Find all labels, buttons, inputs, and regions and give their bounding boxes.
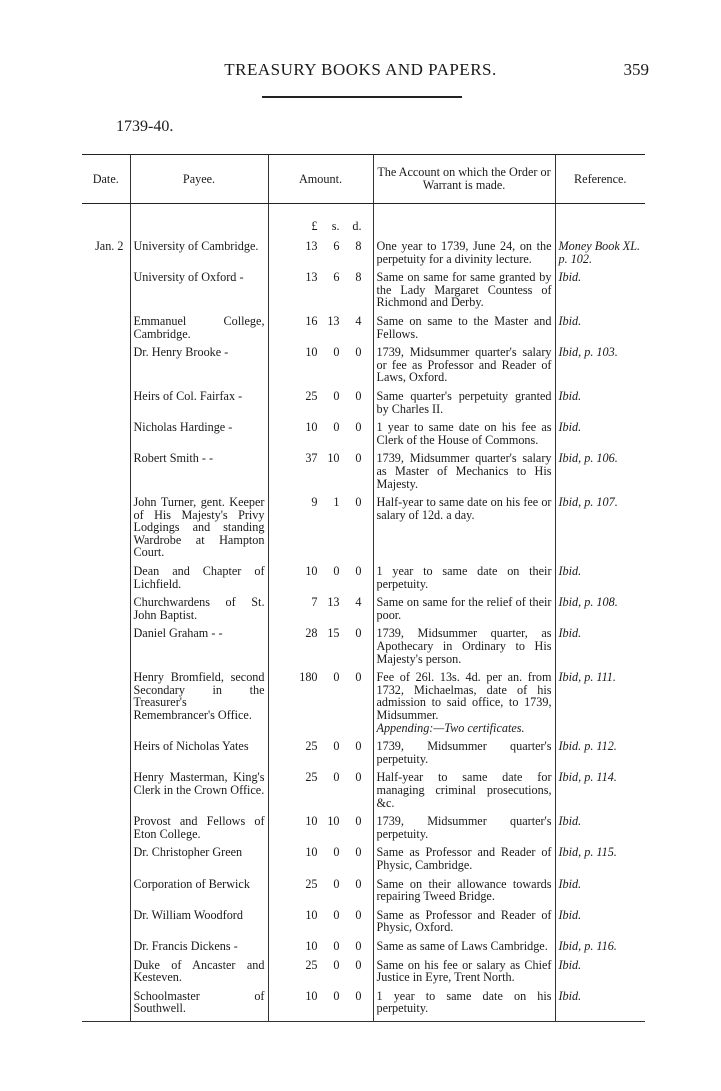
amount-pounds: 25 — [305, 770, 318, 785]
amount-shillings: 6 — [333, 270, 340, 285]
col-header-amount: Amount. — [268, 155, 373, 204]
amount-pence: 0 — [355, 739, 362, 754]
table-row — [82, 315, 645, 346]
account-text: Same as Professor and Reader of Physic, Cambridge. — [376, 845, 552, 872]
row-account — [373, 671, 555, 740]
row-reference: Ibid, p. 116. — [555, 940, 645, 959]
row-account — [373, 627, 555, 671]
account-text: 1 year to same date on his perpetuity. — [376, 988, 552, 1016]
amount-shillings: 0 — [333, 988, 340, 1003]
amount-pence: 0 — [355, 845, 362, 860]
row-reference: Ibid. — [555, 390, 645, 421]
amount-pounds: 10 — [305, 814, 318, 829]
units-row — [82, 204, 645, 241]
table-row — [82, 565, 645, 596]
payments-table-wrap — [82, 154, 645, 1022]
table-row — [82, 496, 645, 565]
row-reference: Ibid, p. 108. — [555, 596, 645, 627]
row-amount — [268, 452, 373, 496]
row-payee: Dr. Francis Dickens - — [130, 940, 268, 959]
amount-pence: 0 — [355, 345, 362, 360]
unit-pounds: £ — [311, 219, 318, 233]
table-row — [82, 909, 645, 940]
row-payee: Schoolmaster of Southwell. — [130, 990, 268, 1022]
payments-table — [82, 154, 645, 1022]
row-reference: Ibid. — [555, 909, 645, 940]
table-row — [82, 627, 645, 671]
row-date — [82, 346, 130, 390]
amount-shillings: 15 — [327, 626, 340, 641]
amount-shillings: 0 — [333, 670, 340, 685]
row-amount — [268, 740, 373, 771]
row-payee: John Turner, gent. Keeper of His Majesty's Privy Lodgings and standing Wardrobe at Hampton Court. — [130, 496, 268, 565]
row-payee: Dr. Henry Brooke - — [130, 346, 268, 390]
row-payee: Dean and Chapter of Lichfield. — [130, 565, 268, 596]
row-payee: Churchwardens of St. John Baptist. — [130, 596, 268, 627]
amount-pence: 0 — [355, 957, 362, 972]
row-date — [82, 846, 130, 877]
account-text: Half-year to same date on his fee or salary of 12d. a day. — [376, 495, 552, 522]
account-text: 1739, Midsummer quarter, as Apothecary in Ordinary to His Majesty's person. — [376, 626, 552, 666]
row-amount — [268, 240, 373, 271]
row-account — [373, 271, 555, 315]
row-reference: Money Book XL. p. 102. — [555, 240, 645, 271]
row-reference: Ibid, p. 111. — [555, 671, 645, 740]
row-reference: Ibid, p. 103. — [555, 346, 645, 390]
account-text: Same on their allowance towards repairing Tweed Bridge. — [376, 876, 552, 904]
row-account — [373, 496, 555, 565]
row-account — [373, 565, 555, 596]
account-text: Same as Professor and Reader of Physic, Oxford. — [376, 907, 552, 935]
row-amount — [268, 627, 373, 671]
account-text: Fee of 26l. 13s. 4d. per an. from 1732, Michaelmas, date of his admission to said office, to 1739, Midsummer. — [376, 670, 552, 722]
account-text: 1 year to same date on their perpetuity. — [376, 564, 552, 591]
header-rule — [262, 96, 462, 98]
row-reference: Ibid, p. 106. — [555, 452, 645, 496]
amount-shillings: 0 — [333, 957, 340, 972]
page-number: 359 — [623, 60, 649, 79]
table-row — [82, 390, 645, 421]
row-date — [82, 421, 130, 452]
amount-pence: 4 — [355, 595, 362, 610]
account-text: Same on same for the relief of their poor. — [376, 595, 552, 622]
amount-pence: 0 — [355, 564, 362, 579]
row-reference: Ibid, p. 107. — [555, 496, 645, 565]
col-header-payee: Payee. — [130, 155, 268, 204]
amount-pence: 0 — [355, 770, 362, 785]
row-account — [373, 346, 555, 390]
row-reference: Ibid. — [555, 878, 645, 909]
row-date — [82, 390, 130, 421]
amount-shillings: 10 — [327, 814, 340, 829]
table-row — [82, 990, 645, 1022]
row-reference: Ibid. — [555, 421, 645, 452]
row-account — [373, 240, 555, 271]
amount-shillings: 6 — [333, 239, 340, 253]
row-date: Jan. 2 — [95, 239, 124, 253]
amount-pence: 0 — [355, 876, 362, 891]
row-date — [82, 496, 130, 565]
amount-pounds: 10 — [305, 345, 318, 360]
amount-pounds: 25 — [305, 739, 318, 754]
table-row — [82, 671, 645, 740]
table-row — [82, 452, 645, 496]
row-reference: Ibid. — [555, 990, 645, 1022]
row-reference: Ibid. — [555, 565, 645, 596]
row-payee: Heirs of Col. Fairfax - — [130, 390, 268, 421]
col-header-date: Date. — [82, 155, 130, 204]
amount-shillings: 0 — [333, 770, 340, 785]
amount-pence: 0 — [355, 451, 362, 466]
row-amount — [268, 315, 373, 346]
row-date — [82, 271, 130, 315]
row-account — [373, 909, 555, 940]
row-payee: Nicholas Hardinge - — [130, 421, 268, 452]
row-account — [373, 771, 555, 815]
row-payee: University of Oxford - — [130, 271, 268, 315]
account-text: Same on same to the Master and Fellows. — [376, 313, 552, 341]
row-reference: Ibid, p. 114. — [555, 771, 645, 815]
amount-pounds: 10 — [305, 420, 318, 435]
table-row — [82, 421, 645, 452]
row-account — [373, 815, 555, 846]
amount-shillings: 13 — [327, 313, 340, 328]
amount-pence: 0 — [355, 420, 362, 435]
table-row — [82, 959, 645, 990]
amount-pounds: 25 — [305, 876, 318, 891]
row-amount — [268, 596, 373, 627]
amount-shillings: 0 — [333, 739, 340, 754]
amount-pence: 4 — [355, 313, 362, 328]
row-reference: Ibid. — [555, 315, 645, 346]
amount-pence: 8 — [355, 270, 362, 285]
row-amount — [268, 771, 373, 815]
row-date — [82, 909, 130, 940]
running-title: TREASURY BOOKS AND PAPERS. — [224, 60, 497, 79]
unit-pence: d. — [352, 219, 362, 233]
amount-pounds: 10 — [305, 845, 318, 860]
row-reference: Ibid. — [555, 271, 645, 315]
amount-pounds: 10 — [305, 988, 318, 1003]
row-date — [82, 990, 130, 1022]
table-row — [82, 596, 645, 627]
row-date — [82, 815, 130, 846]
header-row — [82, 155, 645, 204]
amount-units — [272, 220, 370, 233]
row-date — [82, 740, 130, 771]
account-text: Half-year to same date for managing criminal prosecutions, &c. — [376, 770, 552, 810]
table-row — [82, 346, 645, 390]
amount-pounds: 16 — [305, 313, 318, 328]
row-amount — [268, 959, 373, 990]
row-date — [82, 940, 130, 959]
amount-pence: 0 — [355, 938, 362, 953]
row-date — [82, 315, 130, 346]
amount-shillings: 1 — [333, 495, 340, 510]
amount-pounds: 13 — [305, 270, 318, 285]
table-row — [82, 271, 645, 315]
row-reference: Ibid. — [555, 815, 645, 846]
amount-pence: 0 — [355, 388, 362, 403]
row-payee: Dr. William Woodford — [130, 909, 268, 940]
row-account — [373, 390, 555, 421]
row-date — [82, 771, 130, 815]
row-account — [373, 740, 555, 771]
row-payee: Henry Masterman, King's Clerk in the Crown Office. — [130, 771, 268, 815]
amount-pounds: 9 — [311, 495, 318, 510]
account-text: Same quarter's perpetuity granted by Charles II. — [376, 388, 552, 416]
table-row — [82, 240, 645, 271]
row-reference: Ibid. p. 112. — [555, 740, 645, 771]
account-text: 1739, Midsummer quarter's salary as Master of Mechanics to His Majesty. — [376, 451, 552, 491]
table-row — [82, 771, 645, 815]
amount-pounds: 13 — [305, 239, 318, 253]
amount-pence: 0 — [355, 626, 362, 641]
col-header-reference: Reference. — [555, 155, 645, 204]
amount-pence: 0 — [355, 670, 362, 685]
amount-pence: 0 — [355, 907, 362, 922]
amount-pence: 8 — [355, 239, 362, 253]
amount-pounds: 37 — [305, 451, 318, 466]
account-text: 1739, Midsummer quarter's perpetuity. — [376, 814, 552, 841]
account-text: 1 year to same date on his fee as Clerk of the House of Commons. — [376, 420, 552, 447]
row-amount — [268, 671, 373, 740]
row-payee: Dr. Christopher Green — [130, 846, 268, 877]
amount-pounds: 10 — [305, 564, 318, 579]
table-row — [82, 815, 645, 846]
amount-shillings: 0 — [333, 345, 340, 360]
account-text: Same on his fee or salary as Chief Justice in Eyre, Trent North. — [376, 957, 552, 985]
row-date — [82, 671, 130, 740]
row-account — [373, 940, 555, 959]
account-text: Same as same of Laws Cambridge. — [376, 938, 548, 953]
account-text: 1739, Midsummer quarter's perpetuity. — [376, 739, 552, 766]
row-amount — [268, 990, 373, 1022]
row-date — [82, 627, 130, 671]
amount-shillings: 0 — [333, 388, 340, 403]
row-account — [373, 990, 555, 1022]
amount-pounds: 28 — [305, 626, 318, 641]
row-amount — [268, 846, 373, 877]
row-amount — [268, 940, 373, 959]
row-payee: Provost and Fellows of Eton College. — [130, 815, 268, 846]
row-reference: Ibid. — [555, 959, 645, 990]
amount-pence: 0 — [355, 814, 362, 829]
year-heading: 1739-40. — [116, 118, 174, 135]
row-reference: Ibid. — [555, 627, 645, 671]
row-amount — [268, 346, 373, 390]
col-header-account: The Account on which the Order or Warrant is made. — [373, 155, 555, 204]
row-amount — [268, 271, 373, 315]
amount-shillings: 0 — [333, 907, 340, 922]
row-account — [373, 315, 555, 346]
amount-shillings: 0 — [333, 845, 340, 860]
row-date — [82, 452, 130, 496]
account-text: 1739, Midsummer quarter's salary or fee as Professor and Reader of Laws, Oxford. — [376, 345, 552, 385]
row-date — [82, 565, 130, 596]
row-account — [373, 452, 555, 496]
amount-shillings: 0 — [333, 876, 340, 891]
row-amount — [268, 390, 373, 421]
account-note: Appending:—Two certificates. — [376, 720, 525, 735]
row-amount — [268, 496, 373, 565]
row-date — [82, 959, 130, 990]
table-row — [82, 878, 645, 909]
row-payee: Daniel Graham - - — [130, 627, 268, 671]
row-reference: Ibid, p. 115. — [555, 846, 645, 877]
amount-pounds: 10 — [305, 938, 318, 953]
unit-shillings: s. — [331, 219, 340, 233]
amount-pounds: 25 — [305, 957, 318, 972]
account-text: One year to 1739, June 24, on the perpetuity for a divinity lecture. — [376, 239, 552, 266]
amount-pounds: 7 — [311, 595, 318, 610]
amount-shillings: 10 — [327, 451, 340, 466]
row-payee: Emmanuel College, Cambridge. — [130, 315, 268, 346]
row-payee: Robert Smith - - — [130, 452, 268, 496]
amount-shillings: 0 — [333, 938, 340, 953]
row-payee: Henry Bromfield, second Secondary in the Treasurer's Remembrancer's Office. — [130, 671, 268, 740]
account-text: Same on same for same granted by the Lady Margaret Countess of Richmond and Derby. — [376, 270, 552, 310]
row-date — [82, 878, 130, 909]
amount-pence: 0 — [355, 988, 362, 1003]
row-payee: University of Cambridge. — [130, 240, 268, 271]
amount-shillings: 0 — [333, 420, 340, 435]
row-account — [373, 846, 555, 877]
row-amount — [268, 421, 373, 452]
amount-pounds: 25 — [305, 388, 318, 403]
row-amount — [268, 565, 373, 596]
row-account — [373, 959, 555, 990]
table-row — [82, 940, 645, 959]
row-amount — [268, 909, 373, 940]
amount-shillings: 13 — [327, 595, 340, 610]
row-amount — [268, 878, 373, 909]
row-account — [373, 421, 555, 452]
amount-pounds: 180 — [299, 670, 318, 685]
row-account — [373, 878, 555, 909]
table-body — [82, 204, 645, 1022]
row-date — [82, 596, 130, 627]
row-payee: Duke of Ancaster and Kesteven. — [130, 959, 268, 990]
amount-pence: 0 — [355, 495, 362, 510]
row-amount — [268, 815, 373, 846]
row-payee: Corporation of Berwick — [130, 878, 268, 909]
row-payee: Heirs of Nicholas Yates — [130, 740, 268, 771]
row-account — [373, 596, 555, 627]
table-row — [82, 846, 645, 877]
table-row — [82, 740, 645, 771]
amount-shillings: 0 — [333, 564, 340, 579]
amount-pounds: 10 — [305, 907, 318, 922]
